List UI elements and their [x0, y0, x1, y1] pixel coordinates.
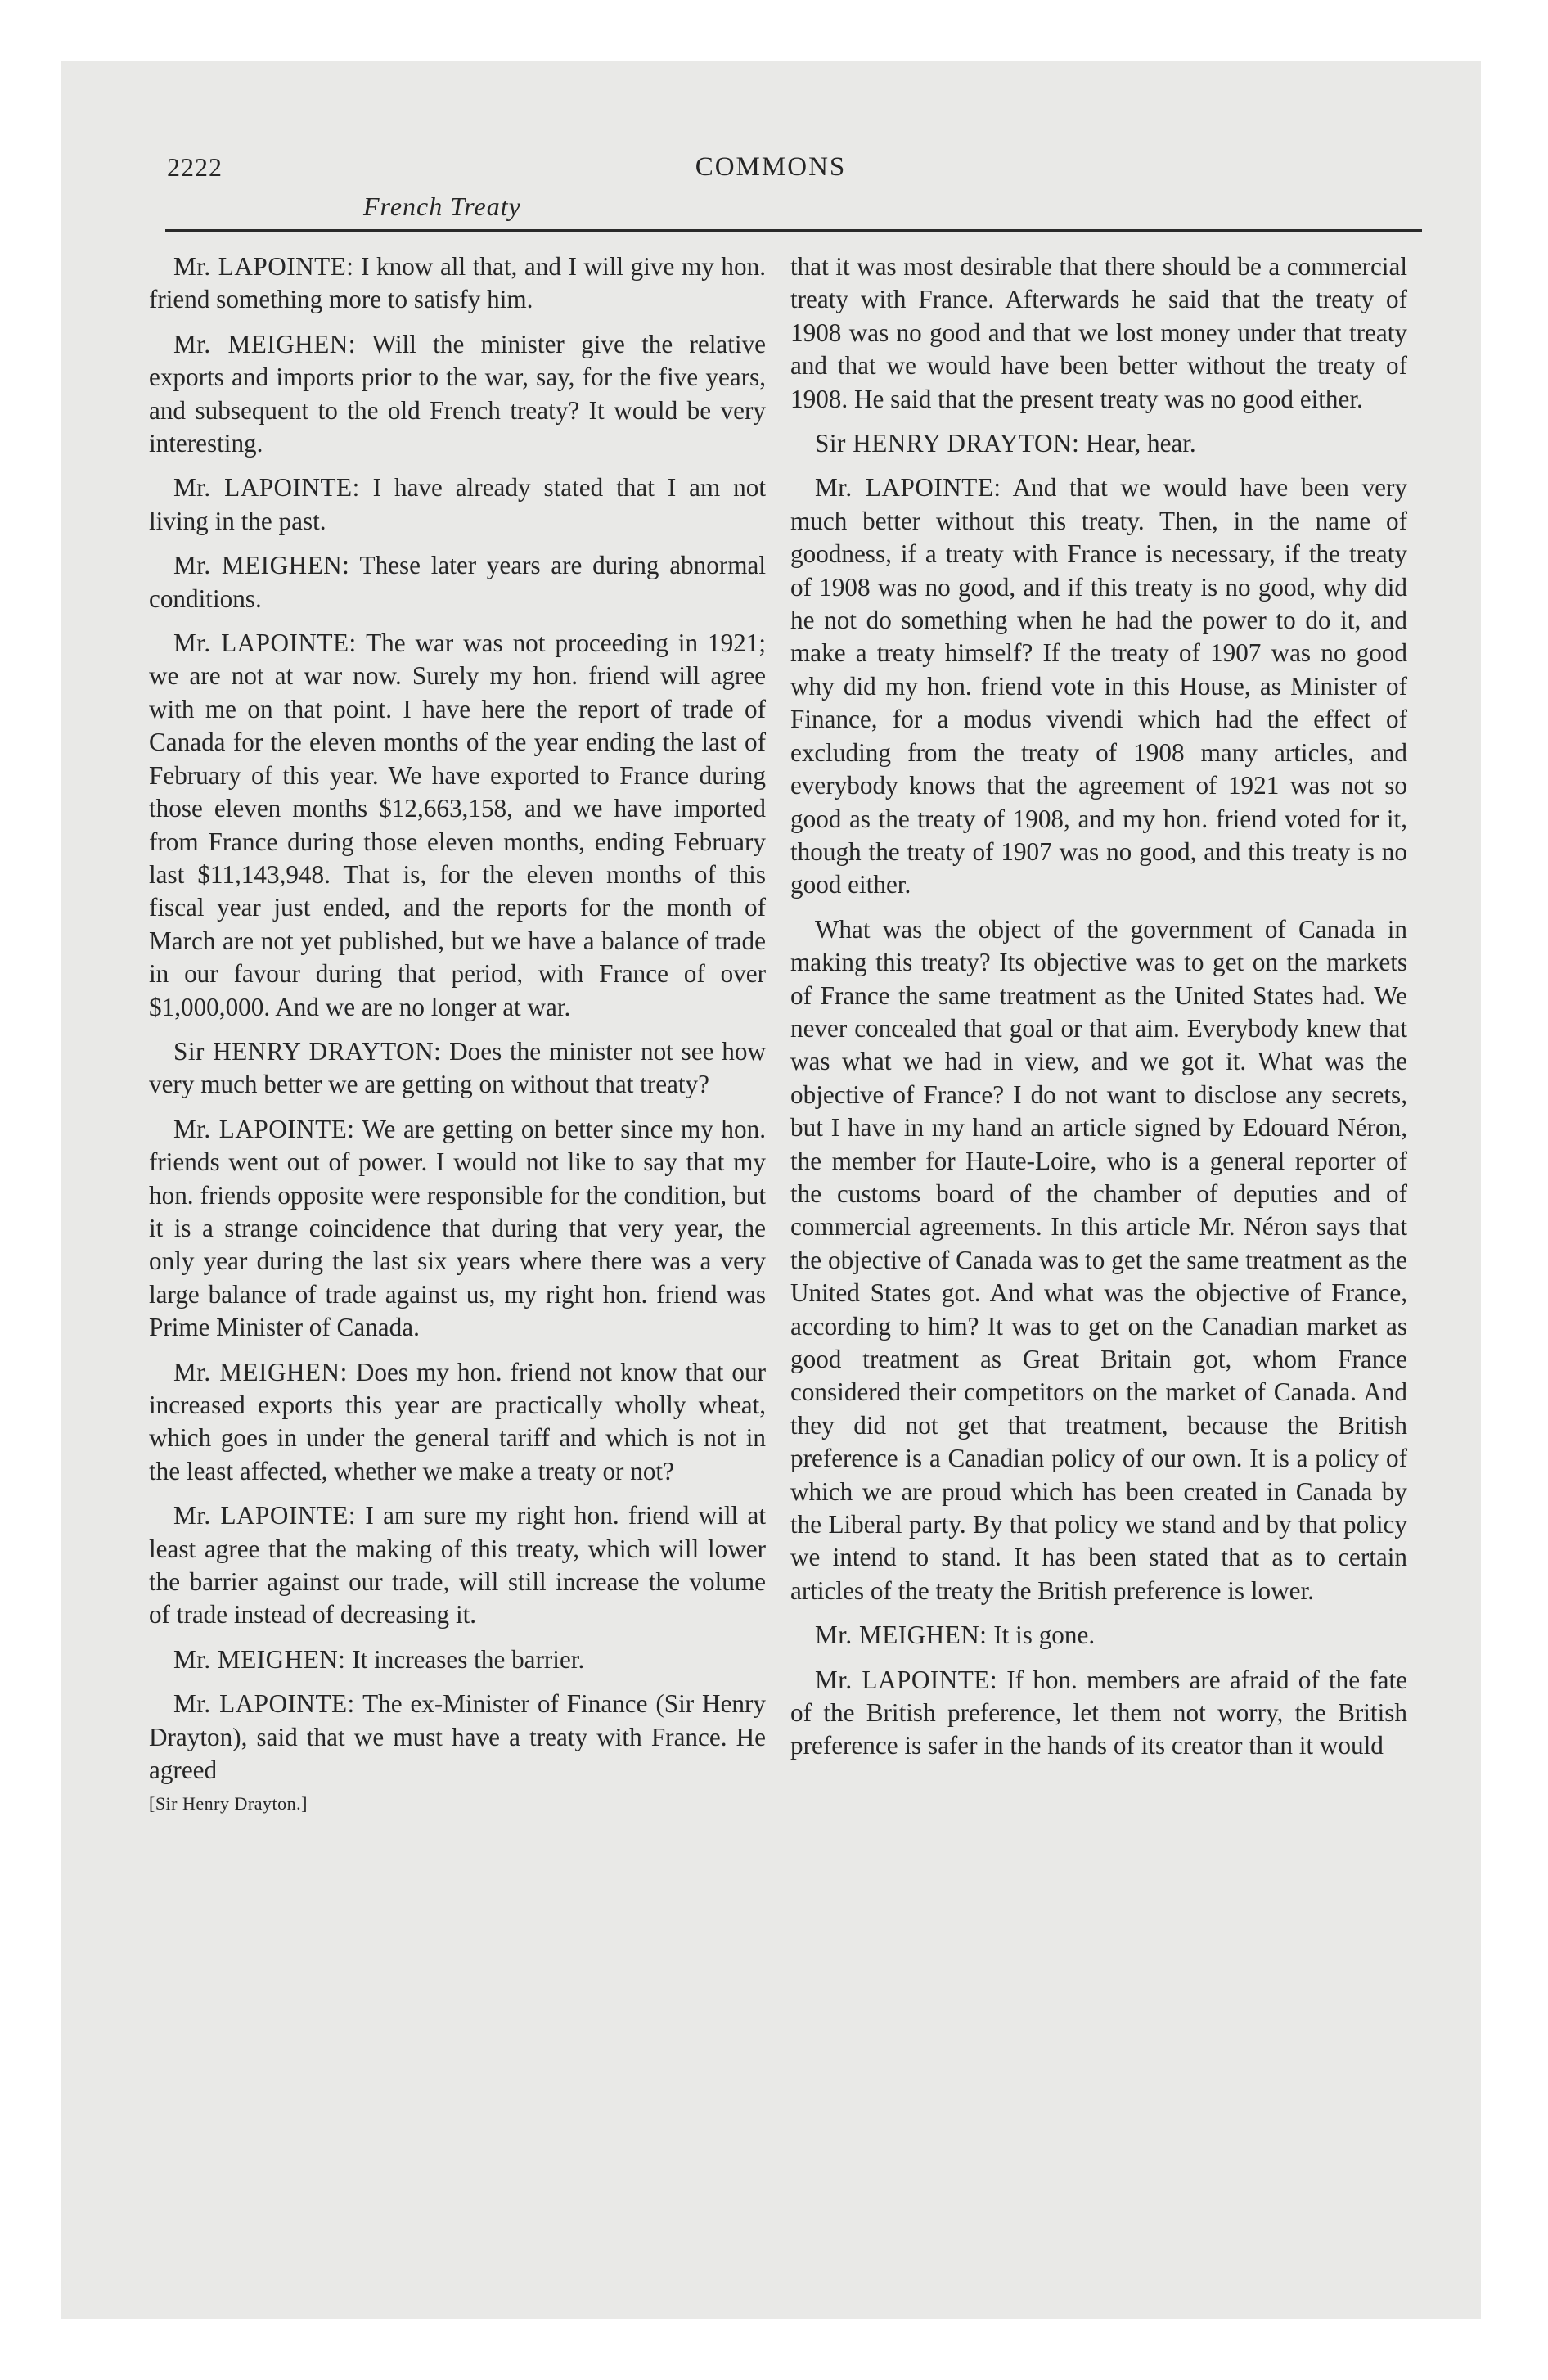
speech-text: These later years are during abnormal conditions. [149, 551, 766, 613]
speaker-name: Mr. MEIGHEN: [815, 1620, 988, 1650]
speech-text: And that we would have been very much better without this treaty. Then, in the name of goodness, if a treaty with France is necessary, if the treaty of 1908 was no good, and if this treaty is no good, why did he not do something when he had the power to do it, and make a treaty himself? If the treaty of 1907 was no good why did my hon. friend vote in this House, as Minister of Finance, for a modus vivendi which had the effect of excluding from the treaty of 1908 many articles, and everybody knows that the agreement of 1921 was not so good as the treaty of 1908, and my hon. friend voted for it, though the treaty of 1907 was no good, and this treaty is no good either. [790, 473, 1408, 899]
speech-text: We are getting on better since my hon. friends went out of power. I would not like to say that my hon. friends opposite were responsible for the condition, but it is a strange coincidence that during that very year, the only year during the last six years where there was a very large balance of trade against us, my right hon. friend was Prime Minister of Canada. [149, 1114, 767, 1342]
left-column [149, 250, 766, 1816]
paragraph [790, 913, 1407, 1608]
running-subject: French Treaty [363, 192, 521, 221]
speech-text: It is gone. [993, 1620, 1096, 1650]
speaker-name: Mr. MEIGHEN: [173, 551, 350, 580]
paragraph [790, 471, 1407, 901]
speech-text: I have already stated that I am not living in the past. [149, 473, 767, 535]
paragraph [790, 250, 1407, 416]
paragraph [790, 1664, 1407, 1763]
speech-text: Will the minister give the relative exports and imports prior to the war, say, for the five years, and subsequent to the old French treaty? It would be very interesting. [149, 329, 767, 458]
speech-text: Does my hon. friend not know that our increased exports this year are practically wholly wheat, which goes in under the general tariff and which is not in the least affected, whether we make a treaty or not? [149, 1357, 766, 1485]
speaker-name: Mr. LAPOINTE: [173, 1501, 357, 1530]
paragraph [149, 1688, 766, 1787]
speaker-name: Mr. LAPOINTE: [815, 473, 1001, 503]
paragraph [149, 328, 766, 461]
paragraph [149, 549, 766, 615]
paragraph [149, 250, 766, 317]
paragraph [149, 1499, 766, 1632]
speech-text: Hear, hear. [1086, 429, 1196, 458]
speaker-name: Mr. LAPOINTE: [173, 1114, 355, 1143]
speaker-footnote: [Sir Henry Drayton.] [149, 1793, 308, 1814]
page [61, 61, 1481, 2319]
speech-text: If hon. members are afraid of the fate of the British preference, let them not worry, the British preference is safer in the hands of its creator than it would [790, 1665, 1408, 1760]
speech-text: The ex-Minister of Finance (Sir Henry Drayton), said that we must have a treaty with France. He agreed [149, 1689, 766, 1785]
speech-text: Does the minister not see how very much better we are getting on without that treaty? [149, 1036, 767, 1099]
speaker-name: Mr. LAPOINTE: [173, 252, 354, 281]
speaker-name: Mr. MEIGHEN: [173, 1357, 348, 1386]
paragraph [149, 627, 766, 1024]
speaker-name: Mr. LAPOINTE: [173, 473, 360, 503]
speaker-name: Mr. MEIGHEN: [173, 329, 356, 358]
speaker-name: Mr. LAPOINTE: [815, 1665, 998, 1694]
paragraph [149, 471, 766, 538]
speaker-name: Sir HENRY DRAYTON: [815, 429, 1080, 458]
speech-text: It increases the barrier. [352, 1644, 585, 1674]
speech-text: What was the object of the government of Canada in making this treaty? Its objective was to get on the markets of France the same treatment as the United States had. We never concealed that goal or that aim. Everybody knew that was what we had in view, and we got it. What was the objective of France? I do not want to disclose any secrets, but I have in my hand an article signed by Edouard Néron, the member for Haute-Loire, who is a general reporter of the customs board of the chamber of deputies and of commercial agreements. In this article Mr. Néron says that the objective of Canada was to get the same treatment as the United States got. And what was the objective of France, according to him? It was to get on the Canadian market as good treatment as Great Britain got, whom France considered their competitors on the market of Canada. And they did not get that treatment, because the British preference is a Canadian policy of our own. It is a policy of which we are proud which has been created in Canada by the Liberal party. By that policy we stand and by that policy we intend to stand. It has been stated that as to certain articles of the treaty the British preference is lower. [790, 914, 1407, 1605]
speaker-name: Sir HENRY DRAYTON: [173, 1036, 442, 1066]
speech-text: I am sure my right hon. friend will at least agree that the making of this treaty, which will lower the barrier against our trade, will still increase the volume of trade instead of decreasing it. [149, 1501, 767, 1629]
speech-text: The war was not proceeding in 1921; we are not at war now. Surely my hon. friend will agree with me on that point. I have here the report of trade of Canada for the eleven months of the year ending the last of February of this year. We have exported to France during those eleven months $12,663,158, and we have imported from France during those eleven months, ending February last $11,143,948. That is, for the eleven months of this fiscal year just ended, and the reports for the month of March are not yet published, but we have a balance of trade in our favour during that period, with France of over $1,000,000. And we are no longer at war. [149, 629, 767, 1021]
speaker-name: Mr. MEIGHEN: [173, 1644, 346, 1674]
paragraph [149, 1113, 766, 1345]
paragraph [149, 1643, 766, 1676]
paragraph [790, 1619, 1407, 1652]
speaker-name: Mr. LAPOINTE: [173, 1689, 355, 1719]
paragraph [149, 1356, 766, 1489]
paragraph [149, 1035, 766, 1102]
page-number: 2222 [167, 152, 223, 182]
speech-text: that it was most desirable that there should be a commercial treaty with France. Afterwards he said that the treaty of 1908 was no good and that we lost money under that treaty and that we would have been better without the treaty of 1908. He said that the present treaty was no good either. [790, 252, 1407, 413]
right-column [790, 250, 1407, 1774]
page-header [61, 61, 1481, 232]
running-title: COMMONS [695, 152, 847, 182]
speech-text: I know all that, and I will give my hon. friend something more to satisfy him. [149, 252, 766, 314]
speaker-name: Mr. LAPOINTE: [173, 629, 357, 658]
paragraph [790, 427, 1407, 460]
header-rule [165, 229, 1422, 232]
